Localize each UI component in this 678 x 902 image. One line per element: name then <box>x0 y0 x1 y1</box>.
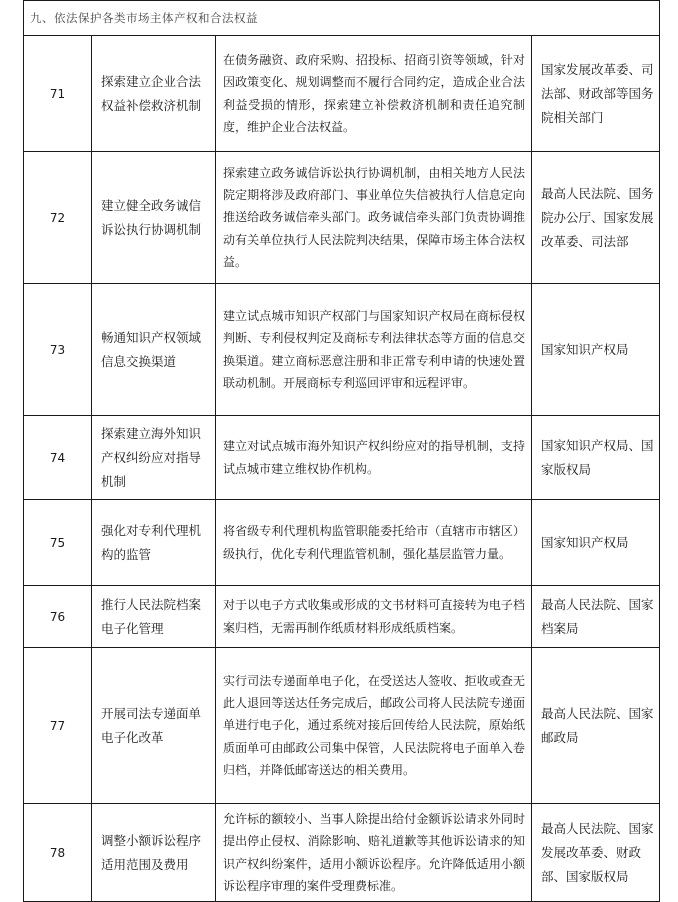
responsible-departments: 国家发展改革委、司法部、财政部等国务院相关部门 <box>532 36 660 152</box>
table-row <box>24 416 660 500</box>
reform-description: 允许标的额较小、当事人除提出给付金额诉讼请求外同时提出停止侵权、消除影响、赔礼道歉等其他诉讼请求的知识产权纠纷案件，适用小额诉讼程序。允许降低适用小额诉讼程序审理的案件受理费标准。 <box>216 804 532 902</box>
policy-table <box>23 0 660 902</box>
section-header-row <box>24 1 660 36</box>
reform-description: 建立对试点城市海外知识产权纠纷应对的指导机制，支持试点城市建立维权协作机构。 <box>216 416 532 500</box>
reform-description: 建立试点城市知识产权部门与国家知识产权局在商标侵权判断、专利侵权判定及商标专利法律状态等方面的信息交换渠道。建立商标恶意注册和非正常专利申请的快速处置联动机制。开展商标专利巡回评审和远程评审。 <box>216 284 532 416</box>
row-number: 77 <box>24 648 92 804</box>
responsible-departments: 最高人民法院、国家档案局 <box>532 586 660 648</box>
row-number: 78 <box>24 804 92 902</box>
responsible-departments: 国家知识产权局、国家版权局 <box>532 416 660 500</box>
table-row <box>24 500 660 586</box>
row-number: 74 <box>24 416 92 500</box>
reform-item: 调整小额诉讼程序适用范围及费用 <box>92 804 216 902</box>
reform-item: 畅通知识产权领域信息交换渠道 <box>92 284 216 416</box>
row-number: 71 <box>24 36 92 152</box>
row-number: 75 <box>24 500 92 586</box>
responsible-departments: 最高人民法院、国家发展改革委、财政部、国家版权局 <box>532 804 660 902</box>
reform-item: 探索建立海外知识产权纠纷应对指导机制 <box>92 416 216 500</box>
reform-description: 对于以电子方式收集或形成的文书材料可直接转为电子档案归档，无需再制作纸质材料形成纸质档案。 <box>216 586 532 648</box>
responsible-departments: 国家知识产权局 <box>532 500 660 586</box>
table-row <box>24 36 660 152</box>
reform-item: 推行人民法院档案电子化管理 <box>92 586 216 648</box>
section-title: 九、依法保护各类市场主体产权和合法权益 <box>24 1 660 36</box>
table-row <box>24 586 660 648</box>
reform-item: 建立健全政务诚信诉讼执行协调机制 <box>92 152 216 284</box>
table-row <box>24 284 660 416</box>
responsible-departments: 最高人民法院、国家邮政局 <box>532 648 660 804</box>
reform-item: 探索建立企业合法权益补偿救济机制 <box>92 36 216 152</box>
reform-item: 开展司法专递面单电子化改革 <box>92 648 216 804</box>
responsible-departments: 国家知识产权局 <box>532 284 660 416</box>
reform-description: 在债务融资、政府采购、招投标、招商引资等领域，针对因政策变化、规划调整而不履行合同约定，造成企业合法利益受损的情形，探索建立补偿救济机制和责任追究制度，维护企业合法权益。 <box>216 36 532 152</box>
table-row <box>24 804 660 902</box>
row-number: 73 <box>24 284 92 416</box>
row-number: 76 <box>24 586 92 648</box>
row-number: 72 <box>24 152 92 284</box>
table-row <box>24 648 660 804</box>
reform-item: 强化对专利代理机构的监管 <box>92 500 216 586</box>
table-row <box>24 152 660 284</box>
reform-description: 实行司法专递面单电子化，在受送达人签收、拒收或查无此人退回等送达任务完成后，邮政公司将人民法院专递面单进行电子化，通过系统对接后回传给人民法院，原始纸质面单可由邮政公司集中保管，人民法院将电子面单入卷归档，并降低邮寄送达的相关费用。 <box>216 648 532 804</box>
responsible-departments: 最高人民法院、国务院办公厅、国家发展改革委、司法部 <box>532 152 660 284</box>
reform-description: 探索建立政务诚信诉讼执行协调机制，由相关地方人民法院定期将涉及政府部门、事业单位失信被执行人信息定向推送给政务诚信牵头部门。政务诚信牵头部门负责协调推动有关单位执行人民法院判决结果，保障市场主体合法权益。 <box>216 152 532 284</box>
reform-description: 将省级专利代理机构监管职能委托给市（直辖市市辖区）级执行，优化专利代理监管机制，强化基层监管力量。 <box>216 500 532 586</box>
